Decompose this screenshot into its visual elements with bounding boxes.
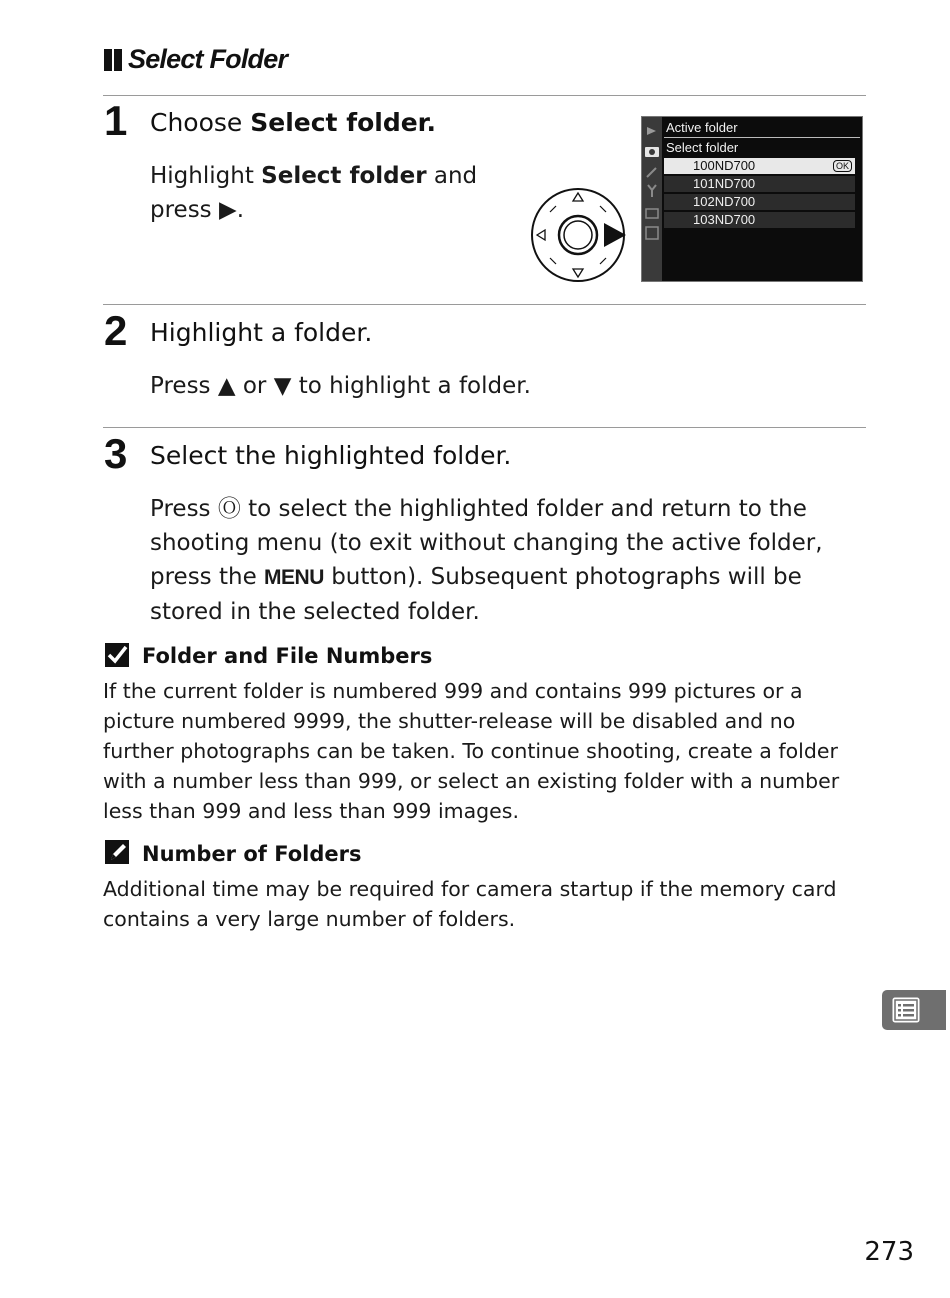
step-1-title: Choose Select folder. — [150, 108, 436, 137]
note-title: Folder and File Numbers — [142, 644, 433, 668]
step-3-number: 3 — [104, 430, 128, 477]
section-title — [104, 44, 287, 75]
step-3-title: Select the highlighted folder. — [150, 441, 512, 470]
screen-header: Active folder — [666, 120, 738, 135]
note-body: Additional time may be required for camera startup if the memory card contains a very large number of folders. — [103, 877, 837, 931]
folder-row[interactable]: 100ND700 OK — [664, 158, 855, 174]
step-2-number: 2 — [104, 307, 128, 354]
screen-sidebar — [642, 117, 662, 281]
down-arrow-icon: ▼ — [273, 373, 292, 399]
step-2-body: Press ▲ or ▼ to highlight a folder. — [150, 373, 531, 399]
folder-row[interactable]: 102ND700 — [664, 194, 855, 210]
folder-row[interactable]: 101ND700 — [664, 176, 855, 192]
menu-list-icon — [892, 997, 920, 1023]
right-arrow-icon: ▶ — [218, 197, 237, 223]
section-tab[interactable] — [882, 990, 946, 1030]
ok-button-icon: Ⓞ — [217, 496, 241, 522]
step-1-number: 1 — [104, 97, 128, 144]
camera-screen — [641, 116, 863, 282]
note-body: If the current folder is numbered 999 and contains 999 pictures or a picture numbered 9999, the shutter-release will be disabled and no further photographs can be taken. To continue shooting, create a folder with a number less than 999, or select an existing folder with a number less than 999 and less than 999 images. — [103, 679, 840, 823]
step-1-body: Highlight Select folder and press ▶. — [150, 163, 478, 223]
section-marker-icon — [104, 44, 124, 75]
divider — [103, 427, 866, 428]
step-2-title: Highlight a folder. — [150, 318, 373, 347]
up-arrow-icon: ▲ — [217, 373, 236, 399]
checkbox-icon — [104, 642, 130, 668]
folder-row[interactable]: 103ND700 — [664, 212, 855, 228]
page-number: 273 — [864, 1237, 914, 1267]
note-title: Number of Folders — [142, 842, 362, 866]
screen-submenu: Select folder — [666, 140, 739, 155]
pencil-icon — [104, 839, 130, 865]
step-3-body: Press Ⓞ to select the highlighted folder and return to the shooting menu (to exit without changing the active folder, press the MENU button). Subsequent photographs will be stored in the selected folder. — [150, 496, 823, 625]
screen-header-rule — [664, 137, 860, 138]
divider — [103, 95, 866, 96]
ok-badge: OK — [833, 160, 852, 172]
menu-button-label: MENU — [264, 566, 324, 589]
divider — [103, 304, 866, 305]
section-title-text: Select Folder — [128, 44, 288, 74]
multi-selector-icon — [530, 186, 630, 284]
